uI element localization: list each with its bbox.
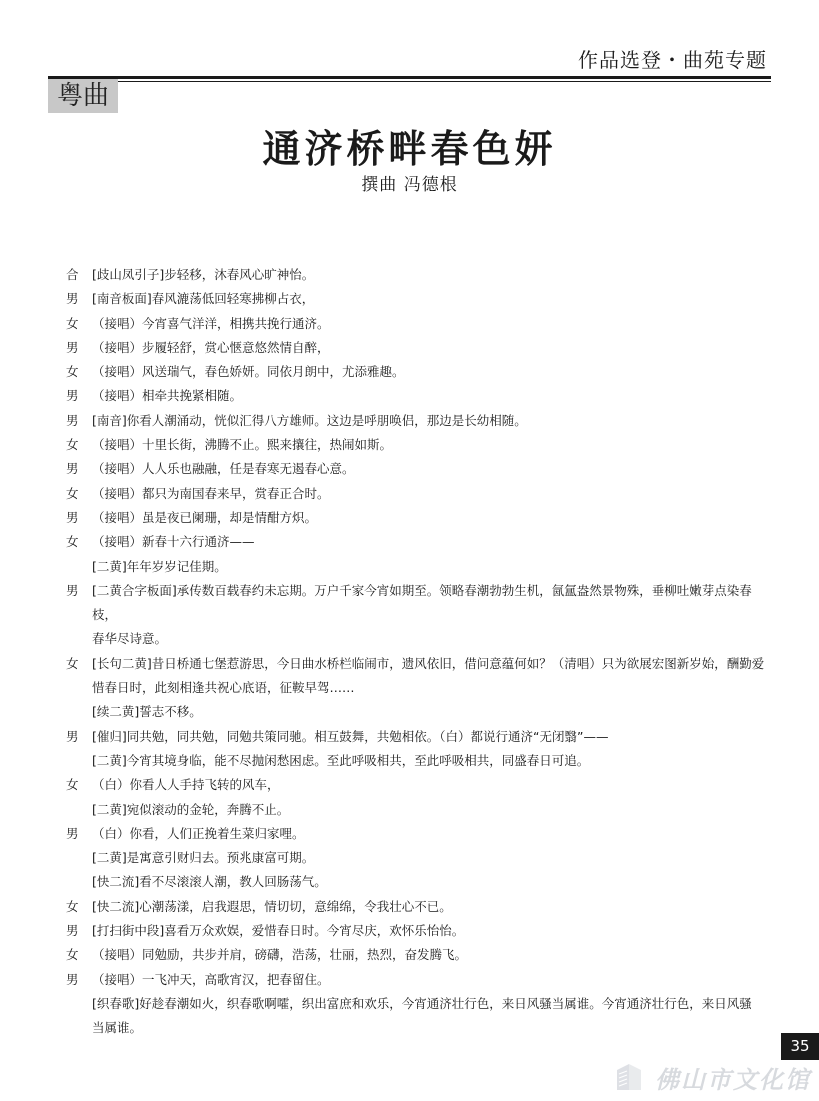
lyric-line xyxy=(66,555,766,579)
lyric-text: （接唱）人人乐也融融，任是春寒无遏春心意。 xyxy=(92,461,355,477)
lyric-line xyxy=(66,725,766,749)
lyric-text: （接唱）步履轻舒，赏心惬意悠然情自醉， xyxy=(92,339,330,355)
lyric-role: 男 xyxy=(66,582,79,598)
lyric-role xyxy=(66,555,92,579)
lyric-line xyxy=(66,579,766,628)
building-logo-icon xyxy=(613,1060,647,1094)
lyric-role xyxy=(66,749,92,773)
lyric-text: [快二流]心潮荡漾，启我遐思，情切切，意绵绵，令我壮心不已。 xyxy=(92,898,452,914)
lyric-text: [南音]你看人潮涌动，恍似汇得八方雄师。这边是呼朋唤侣，那边是长幼相随。 xyxy=(92,412,527,428)
lyric-line xyxy=(66,433,766,457)
lyric-role xyxy=(66,992,92,1016)
lyric-text: [快二流]看不尽滚滚人潮，教人回肠荡气。 xyxy=(92,874,327,890)
lyric-text: [二黄]今宵其境身临，能不尽抛闲愁困虑。至此呼吸相共，至此呼吸相共，同盛春日可追。 xyxy=(92,752,590,768)
lyric-line xyxy=(66,312,766,336)
lyrics-body xyxy=(66,263,766,1041)
lyric-role: 女 xyxy=(66,947,79,963)
lyric-role: 男 xyxy=(66,825,79,841)
lyric-role: 男 xyxy=(66,728,79,744)
lyric-line xyxy=(66,384,766,408)
lyric-role: 合 xyxy=(66,267,79,282)
lyric-line xyxy=(66,482,766,506)
lyric-role: 男 xyxy=(66,461,79,477)
lyric-line xyxy=(66,506,766,530)
lyric-role: 女 xyxy=(66,315,79,331)
lyric-text: [续二黄]誓志不移。 xyxy=(92,704,202,720)
lyric-text: [二黄合字板面]承传数百载春约未忘期。万户千家今宵如期至。领略春潮勃勃生机，氤氲盎然景物殊，垂柳吐嫩芽点染春枝， xyxy=(92,582,752,623)
lyric-text: （白）你看，人们正挽着生菜归家哩。 xyxy=(92,825,305,841)
lyric-role: 女 xyxy=(66,777,79,793)
lyric-line xyxy=(66,992,766,1016)
lyric-role xyxy=(66,627,92,651)
lyric-text: （白）你看人人手持飞转的风车， xyxy=(92,777,280,793)
lyric-role: 女 xyxy=(66,364,79,380)
genre-tag: 粤曲 xyxy=(48,79,118,113)
lyric-text: [织春歌]好趁春潮如火，织春歌啊嚯，织出富庶和欢乐，今宵通济壮行色，来日风骚当属谁。今宵通济壮行色，来日风骚 xyxy=(92,995,752,1011)
lyric-role: 男 xyxy=(66,923,79,939)
lyric-line xyxy=(66,360,766,384)
lyric-role xyxy=(66,798,92,822)
lyric-text: [长句二黄]昔日桥通七堡惹游思，今日曲水桥栏临闹市，遗风依旧，借问意蕴何如？（清唱）只为欲展宏图新岁始，酬勤爱 xyxy=(92,655,765,671)
lyric-role: 男 xyxy=(66,971,79,987)
lyric-text: [二黄]年年岁岁记佳期。 xyxy=(92,558,227,574)
header-rule-thin xyxy=(48,81,771,82)
lyric-line xyxy=(66,798,766,822)
lyric-text: [二黄]宛似滚动的金轮，奔腾不止。 xyxy=(92,801,290,817)
lyric-text: 当属谁。 xyxy=(92,1020,143,1036)
header-rule xyxy=(48,76,771,79)
lyric-line xyxy=(66,846,766,870)
lyric-role xyxy=(66,676,92,700)
lyric-role: 男 xyxy=(66,291,79,307)
lyric-text: （接唱）新春十六行通济—— xyxy=(92,534,255,550)
lyric-line xyxy=(66,870,766,894)
lyric-line xyxy=(66,336,766,360)
lyric-role: 男 xyxy=(66,412,79,428)
lyric-text: （接唱）都只为南国春来早，赏春正合时。 xyxy=(92,485,330,501)
lyric-line xyxy=(66,822,766,846)
lyric-role xyxy=(66,700,92,724)
lyric-role: 男 xyxy=(66,388,79,404)
lyric-text: （接唱）十里长街，沸腾不止。熙来攘往，热闹如斯。 xyxy=(92,437,393,453)
lyric-text: （接唱）相牵共挽紧相随。 xyxy=(92,388,243,404)
lyric-role: 男 xyxy=(66,339,79,355)
lyric-line xyxy=(66,652,766,676)
lyric-line xyxy=(66,627,766,651)
watermark-text: 佛山市文化馆 xyxy=(655,1064,811,1094)
lyric-text: [二黄]是寓意引财归去。预兆康富可期。 xyxy=(92,850,315,866)
lyric-role: 男 xyxy=(66,509,79,525)
lyric-line xyxy=(66,263,766,287)
lyric-text: （接唱）虽是夜已阑珊，却是情酣方炽。 xyxy=(92,509,318,525)
lyric-line xyxy=(66,919,766,943)
lyric-role xyxy=(66,870,92,894)
page-title: 通济桥畔春色妍 xyxy=(262,127,557,171)
lyric-role: 女 xyxy=(66,485,79,501)
lyric-line xyxy=(66,287,766,311)
section-header-title: 作品选登・曲苑专题 xyxy=(578,48,767,72)
lyric-line xyxy=(66,700,766,724)
lyric-text: [打扫街中段]喜看万众欢娱，爱惜春日时。今宵尽庆，欢怀乐怡怡。 xyxy=(92,923,465,939)
page-number: 35 xyxy=(781,1033,819,1060)
watermark xyxy=(613,1060,811,1094)
lyric-line xyxy=(66,943,766,967)
lyric-role: 女 xyxy=(66,655,79,671)
lyric-line xyxy=(66,409,766,433)
lyric-line xyxy=(66,968,766,992)
lyric-line xyxy=(66,1016,766,1040)
lyric-text: （接唱）风送瑞气，春色娇妍。同依月朗中，尤添雅趣。 xyxy=(92,364,405,380)
lyric-text: （接唱）今宵喜气洋洋，相携共挽行通济。 xyxy=(92,315,330,331)
lyric-text: [南音板面]春风漉荡低回轻寒拂柳占衣， xyxy=(92,291,315,307)
lyric-text: 春华尽诗意。 xyxy=(92,631,168,647)
author-byline: 撰曲 冯德根 xyxy=(361,175,458,195)
lyric-role xyxy=(66,846,92,870)
lyric-text: （接唱）一飞冲天，高歌宵汉，把春留住。 xyxy=(92,971,330,987)
lyric-role xyxy=(66,1016,92,1040)
lyric-text: 惜春日时，此刻相逢共祝心底语，征鞍早驾…… xyxy=(92,680,355,696)
lyric-role: 女 xyxy=(66,437,79,453)
lyric-line xyxy=(66,895,766,919)
lyric-text: [歧山凤引子]步轻移，沐春风心旷神怡。 xyxy=(92,267,315,282)
lyric-line xyxy=(66,676,766,700)
lyric-line xyxy=(66,457,766,481)
lyric-line xyxy=(66,530,766,554)
lyric-role: 女 xyxy=(66,534,79,550)
lyric-line xyxy=(66,773,766,797)
lyric-text: （接唱）同勉励，共步并肩，磅礴，浩荡，壮丽，热烈，奋发腾飞。 xyxy=(92,947,468,963)
lyric-role: 女 xyxy=(66,898,79,914)
lyric-text: [催归]同共勉，同共勉，同勉共策同驰。相互鼓舞，共勉相依。（白）都说行通济“无闭翳”—— xyxy=(92,728,609,744)
lyric-line xyxy=(66,749,766,773)
